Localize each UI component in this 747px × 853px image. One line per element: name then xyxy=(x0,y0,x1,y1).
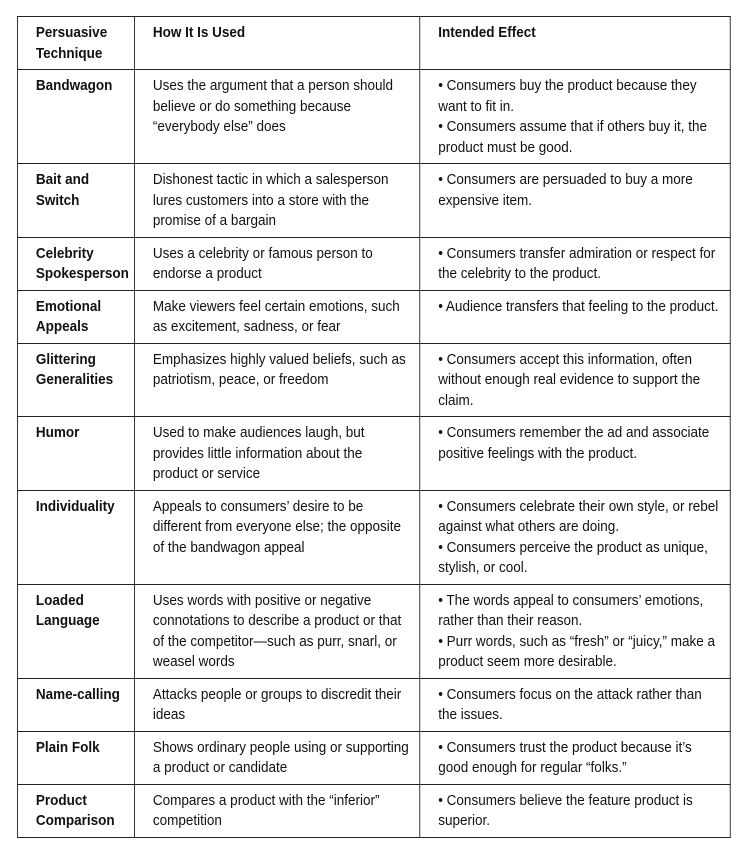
table-row xyxy=(17,237,730,290)
technique-cell: Bandwagon xyxy=(17,70,134,164)
intended-effect-cell xyxy=(420,237,731,290)
technique-cell: Bait and Switch xyxy=(17,164,134,238)
table-row xyxy=(17,70,730,164)
table-row xyxy=(17,164,730,238)
how-used-cell: Compares a product with the “inferior” competition xyxy=(134,784,419,837)
technique-cell: Loaded Language xyxy=(17,584,134,678)
effect-bullet: • Consumers are persuaded to buy a more expensive item. xyxy=(438,171,693,209)
header-technique: Persuasive Technique xyxy=(17,17,134,70)
effect-bullet: • Consumers focus on the attack rather than the issues. xyxy=(438,685,702,723)
technique-cell: Plain Folk xyxy=(17,731,134,784)
intended-effect-cell xyxy=(420,417,731,491)
intended-effect-cell xyxy=(420,70,731,164)
how-used-cell: Dishonest tactic in which a salesperson lures customers into a store with the promise of a bargain xyxy=(134,164,419,238)
how-used-cell: Used to make audiences laugh, but provides little information about the product or service xyxy=(134,417,419,491)
header-row xyxy=(17,17,730,70)
table-row xyxy=(17,731,730,784)
effect-bullet: • Consumers accept this information, often without enough real evidence to support the claim. xyxy=(438,350,701,409)
technique-cell: Emotional Appeals xyxy=(17,290,134,343)
technique-cell: Glittering Generalities xyxy=(17,343,134,417)
persuasive-techniques-table-wrapper xyxy=(17,16,730,838)
header-how-used: How It Is Used xyxy=(134,17,419,70)
intended-effect-cell xyxy=(420,584,731,678)
effect-bullet: • Consumers perceive the product as unique, stylish, or cool. xyxy=(438,538,708,576)
how-used-cell: Shows ordinary people using or supporting a product or candidate xyxy=(134,731,419,784)
effect-bullet: • Consumers remember the ad and associate positive feelings with the product. xyxy=(438,424,710,462)
table-row xyxy=(17,678,730,731)
technique-cell: Humor xyxy=(17,417,134,491)
table-row xyxy=(17,417,730,491)
how-used-cell: Make viewers feel certain emotions, such as excitement, sadness, or fear xyxy=(134,290,419,343)
intended-effect-cell xyxy=(420,164,731,238)
effect-bullet: • Consumers buy the product because they want to fit in. xyxy=(438,77,697,115)
intended-effect-cell xyxy=(420,290,731,343)
intended-effect-cell xyxy=(420,343,731,417)
effect-bullet: • Consumers trust the product because it’s good enough for regular “folks.” xyxy=(438,738,692,776)
technique-cell: Name-calling xyxy=(17,678,134,731)
effect-bullet: • The words appeal to consumers’ emotions, rather than their reason. xyxy=(438,591,704,629)
table-body xyxy=(17,70,730,838)
effect-bullet: • Audience transfers that feeling to the product. xyxy=(438,297,719,315)
intended-effect-cell xyxy=(420,731,731,784)
intended-effect-cell xyxy=(420,784,731,837)
how-used-cell: Uses a celebrity or famous person to endorse a product xyxy=(134,237,419,290)
effect-bullet: • Consumers celebrate their own style, or rebel against what others are doing. xyxy=(438,497,719,535)
effect-bullet: • Purr words, such as “fresh” or “juicy,” make a product seem more desirable. xyxy=(438,632,716,670)
effect-bullet: • Consumers transfer admiration or respect for the celebrity to the product. xyxy=(438,244,716,282)
header-intended-effect: Intended Effect xyxy=(420,17,731,70)
technique-cell: Celebrity Spokesperson xyxy=(17,237,134,290)
how-used-cell: Appeals to consumers’ desire to be different from everyone else; the opposite of the bandwagon appeal xyxy=(134,490,419,584)
table-row xyxy=(17,290,730,343)
how-used-cell: Emphasizes highly valued beliefs, such as patriotism, peace, or freedom xyxy=(134,343,419,417)
technique-cell: Product Comparison xyxy=(17,784,134,837)
persuasive-techniques-table xyxy=(17,16,731,838)
table-row xyxy=(17,784,730,837)
intended-effect-cell xyxy=(420,490,731,584)
how-used-cell: Uses words with positive or negative connotations to describe a product or that of the competitor—such as purr, snarl, or weasel words xyxy=(134,584,419,678)
table-row xyxy=(17,584,730,678)
effect-bullet: • Consumers believe the feature product is superior. xyxy=(438,791,693,829)
intended-effect-cell xyxy=(420,678,731,731)
table-row xyxy=(17,343,730,417)
how-used-cell: Attacks people or groups to discredit their ideas xyxy=(134,678,419,731)
how-used-cell: Uses the argument that a person should believe or do something because “everybody else” does xyxy=(134,70,419,164)
effect-bullet: • Consumers assume that if others buy it, the product must be good. xyxy=(438,118,708,156)
table-row xyxy=(17,490,730,584)
technique-cell: Individuality xyxy=(17,490,134,584)
